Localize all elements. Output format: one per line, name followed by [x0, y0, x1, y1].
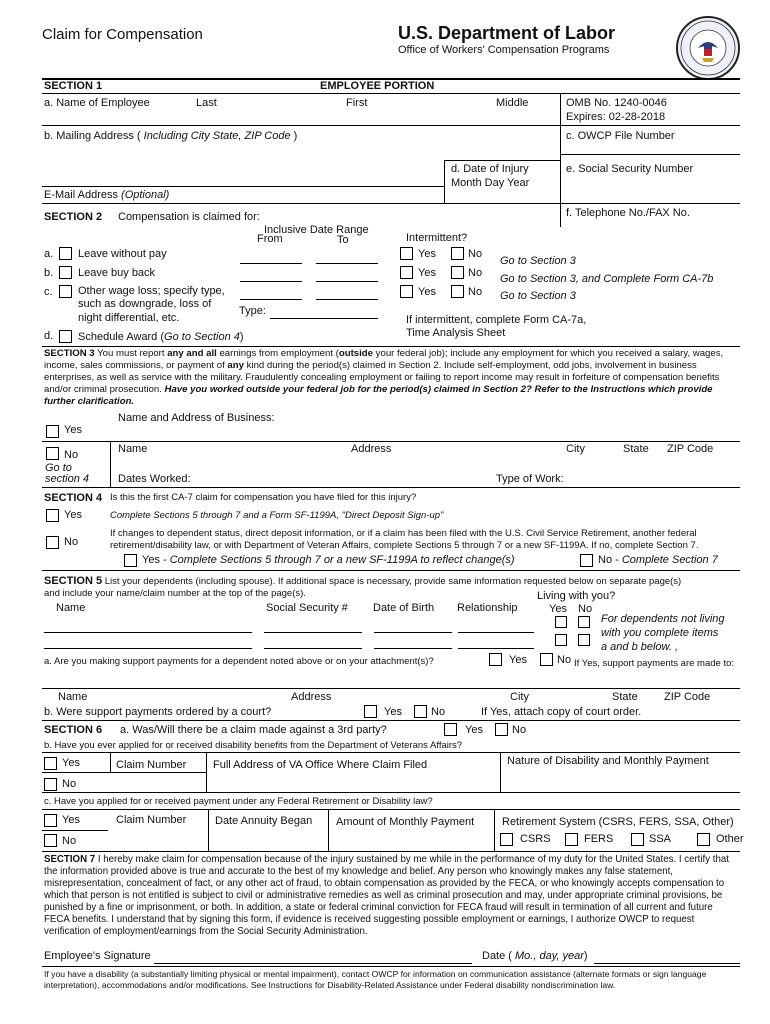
date-of-injury-label: d. Date of Injury — [451, 163, 529, 175]
support-payments-question: a. Are you making support payments for a dependent noted above or on your attachment(s)? — [44, 656, 434, 667]
s4-no-text-2: retirement/disability law, or with Department of Veteran Affairs, complete Sections 5 through 7 or a new SF-1199A. If no, complete Section 7. — [110, 540, 699, 551]
s3-goto-2: section 4 — [45, 473, 90, 485]
other-label: Other — [716, 833, 744, 845]
dep-dob-field[interactable] — [374, 632, 452, 633]
omb-expires: Expires: 02-28-2018 — [566, 111, 666, 123]
court-yes-checkbox[interactable] — [364, 705, 377, 718]
item-c-letter: c. — [44, 286, 53, 298]
s5-no-col: No — [578, 603, 593, 615]
compensation-intro: Compensation is claimed for: — [118, 211, 260, 223]
s3-name-label: Name — [118, 443, 148, 455]
owcp-file-label: c. OWCP File Number — [566, 130, 675, 142]
va-yes-label: Yes — [62, 757, 80, 769]
s3-zip-label: ZIP Code — [667, 443, 714, 455]
s4-no-checkbox[interactable] — [46, 536, 59, 549]
form-title: Claim for Compensation — [42, 26, 203, 43]
ret-no-checkbox[interactable] — [44, 834, 57, 847]
date-field[interactable] — [594, 963, 740, 964]
mailing-address-label: b. Mailing Address ( Including City State, ZIP Code ) — [44, 130, 298, 142]
telephone-label: f. Telephone No./FAX No. — [566, 207, 690, 219]
payee-address-label: Address — [291, 691, 332, 703]
intermittent-note-1: If intermittent, complete Form CA-7a, — [406, 314, 587, 326]
fers-checkbox[interactable] — [565, 833, 578, 846]
third-party-question: a. Was/Will there be a claim made against a 3rd party? — [120, 724, 387, 736]
middle-label: Middle — [496, 97, 529, 109]
payee-city-label: City — [510, 691, 529, 703]
monthly-payment-label: Amount of Monthly Payment — [336, 816, 475, 828]
owl-goto: Go to Section 3 — [500, 290, 576, 302]
dep-name-field[interactable] — [44, 632, 252, 633]
payee-zip-label: ZIP Code — [664, 691, 711, 703]
support-yes-label: Yes — [509, 654, 527, 666]
s4-change-yes-label: Yes - Complete Sections 5 through 7 or a new SF-1199A to reflect change(s) — [142, 554, 515, 566]
support-no-label: No — [557, 654, 572, 666]
intermittent-note-2: Time Analysis Sheet — [406, 327, 506, 339]
ssn-label: e. Social Security Number — [566, 163, 694, 175]
type-of-work-label: Type of Work: — [496, 473, 564, 485]
dep2-no-checkbox[interactable] — [578, 634, 590, 646]
disability-nature-label: Nature of Disability and Monthly Payment — [507, 755, 709, 767]
s3-no-label: No — [64, 449, 79, 461]
leave-buy-back-label: Leave buy back — [78, 267, 156, 279]
ret-yes-checkbox[interactable] — [44, 814, 57, 827]
court-no-label: No — [431, 706, 446, 718]
business-label: Name and Address of Business: — [118, 412, 275, 424]
support-ifyes-label: If Yes, support payments are made to: — [574, 658, 735, 669]
s4-yes-checkbox[interactable] — [46, 509, 59, 522]
dep1-yes-checkbox[interactable] — [555, 616, 567, 628]
s4-no-text-1: If changes to dependent status, direct deposit information, or if a claim has been filed with the U.S. Civil Service Retirement, another federal — [110, 528, 697, 539]
va-yes-checkbox[interactable] — [44, 757, 57, 770]
other-wage-loss-checkbox[interactable] — [59, 285, 72, 298]
va-question: b. Have you ever applied for or received disability benefits from the Department of Veterans Affairs? — [44, 740, 463, 751]
lbb-to-field[interactable] — [316, 281, 378, 282]
court-ifyes-label: If Yes, attach copy of court order. — [481, 706, 642, 718]
s4-change-no-checkbox[interactable] — [580, 554, 593, 567]
type-label: Type: — [239, 305, 266, 317]
payee-state-label: State — [612, 691, 638, 703]
s3-yes-checkbox[interactable] — [46, 425, 59, 438]
lwp-goto: Go to Section 3 — [500, 255, 576, 267]
ssa-label: SSA — [649, 833, 672, 845]
va-claim-number-label: Claim Number — [116, 759, 187, 771]
leave-without-pay-label: Leave without pay — [78, 248, 167, 260]
other-wage-label-2: such as downgrade, loss of — [78, 298, 212, 310]
leave-buy-back-checkbox[interactable] — [59, 266, 72, 279]
dep-rel-field[interactable] — [458, 632, 534, 633]
owl-yes-checkbox[interactable] — [400, 285, 413, 298]
dep-ssn-field[interactable] — [264, 632, 362, 633]
section6-heading: SECTION 6 — [44, 724, 103, 736]
disability-assistance-note: If you have a disability (a substantially limiting physical or mental impairment), contact OWCP for information on communication assistance (alternate formats or sign language interpretation), accommodations and/or modifications. See Instructions for Disability-Related Assistance under Federal disability nondiscrimination law. — [44, 969, 707, 990]
other-wage-label-3: night differential, etc. — [78, 312, 180, 324]
last-label: Last — [196, 97, 217, 109]
first-label: First — [346, 97, 368, 109]
s4-change-yes-checkbox[interactable] — [124, 554, 137, 567]
date-of-injury-format: Month Day Year — [451, 177, 530, 189]
lwp-yes-label: Yes — [418, 248, 436, 260]
item-a-letter: a. — [44, 248, 54, 260]
csrs-label: CSRS — [520, 833, 551, 845]
annuity-began-label: Date Annuity Began — [215, 815, 313, 827]
to-label: To — [337, 234, 349, 246]
owl-no-label: No — [468, 286, 483, 298]
csrs-checkbox[interactable] — [500, 833, 513, 846]
support-yes-checkbox[interactable] — [489, 653, 502, 666]
s3-no-checkbox[interactable] — [46, 447, 59, 460]
section5-line2: and include your name/claim number at the top of the page(s). — [44, 588, 306, 599]
other-checkbox[interactable] — [697, 833, 710, 846]
s5-note-3: a and b below. , — [601, 641, 679, 653]
va-no-label: No — [62, 778, 77, 790]
s5-relationship-label: Relationship — [457, 602, 518, 614]
date-range-label: Inclusive Date Range — [264, 224, 369, 236]
lbb-goto: Go to Section 3, and Complete Form CA-7b — [500, 273, 714, 285]
s5-note-2: with you complete items — [601, 627, 719, 639]
retirement-question: c. Have you applied for or received payment under any Federal Retirement or Disability law? — [44, 796, 433, 807]
living-with-you-label: Living with you? — [537, 590, 616, 602]
ret-claim-number-label: Claim Number — [116, 814, 187, 826]
office-name: Office of Workers' Compensation Programs — [398, 44, 610, 56]
payee-name-label: Name — [58, 691, 88, 703]
owl-no-checkbox[interactable] — [451, 285, 464, 298]
section4-question: Is this the first CA-7 claim for compensation you have filed for this injury? — [110, 492, 417, 503]
other-wage-label-1: Other wage loss; specify type, — [78, 285, 225, 297]
va-no-checkbox[interactable] — [44, 778, 57, 791]
court-yes-label: Yes — [384, 706, 402, 718]
third-party-yes-checkbox[interactable] — [444, 723, 457, 736]
section4-heading: SECTION 4 — [44, 492, 103, 504]
item-d-letter: d. — [44, 330, 54, 342]
s3-yes-label: Yes — [64, 424, 82, 436]
section3-text: SECTION 3 You must report any and all earnings from employment (outside your federal job); include any employment for which you received a salary, wages, income, sales commissions, or payment of any kind during the period(s) claimed in Section 2. Include self-employment, odd jobs, involvement in business enterprises, as well as service with the military. Fraudulently concealing employment or failing to report income may result in forfeiture of compensation benefits and/or criminal prosecution. Have you worked outside your federal job for the period(s) claimed in Section 2? Refer to the Instructions which provide further clarification. — [44, 348, 724, 407]
lwp-from-field[interactable] — [240, 263, 302, 264]
retirement-system-label: Retirement System (CSRS, FERS, SSA, Other) — [502, 816, 734, 828]
lwp-to-field[interactable] — [316, 263, 378, 264]
s5-note-1: For dependents not living — [601, 613, 725, 625]
s4-change-no-label: No - Complete Section 7 — [598, 554, 718, 566]
lwp-no-checkbox[interactable] — [451, 247, 464, 260]
date-label: Date ( Mo., day, year) — [482, 950, 588, 962]
owl-type-field[interactable] — [270, 318, 378, 319]
third-party-no-label: No — [512, 724, 527, 736]
section5-line1: SECTION 5 List your dependents (including spouse). If additional space is necessary, provide same information requested below on separate page(s) — [44, 575, 682, 587]
support-no-checkbox[interactable] — [540, 653, 553, 666]
s5-ssn-label: Social Security # — [266, 602, 348, 614]
lbb-yes-label: Yes — [418, 267, 436, 279]
signature-label: Employee's Signature — [44, 950, 151, 962]
ssa-checkbox[interactable] — [631, 833, 644, 846]
intermittent-label: Intermittent? — [406, 232, 468, 244]
fers-label: FERS — [584, 833, 614, 845]
omb-number: OMB No. 1240-0046 — [566, 97, 667, 109]
department-name: U.S. Department of Labor — [398, 23, 616, 43]
s5-yes-col: Yes — [549, 603, 567, 615]
owl-to-field[interactable] — [316, 299, 378, 300]
s5-dob-label: Date of Birth — [373, 602, 435, 614]
s4-yes-text: Complete Sections 5 through 7 and a Form SF-1199A, "Direct Deposit Sign-up" — [110, 510, 444, 521]
lwp-yes-checkbox[interactable] — [400, 247, 413, 260]
s3-goto-1: Go to — [45, 462, 72, 474]
s4-yes-label: Yes — [64, 509, 82, 521]
ret-no-label: No — [62, 835, 77, 847]
name-label: a. Name of Employee — [44, 97, 150, 109]
section1-heading: SECTION 1 — [44, 80, 103, 92]
section7-text: SECTION 7 I hereby make claim for compensation because of the injury sustained by me while in the performance of my duty for the United States. I certify that the information provided above is true and accurate to the best of my knowledge and belief. Any person who knowingly makes any false statement, misrepresentation, concealment of fact, or any other act of fraud, to obtain compensation as provided by the FECA, or who knowingly accepts compensation to which that person is not entitled is subject to civil or administrative remedies as well as criminal prosecution and may, under appropriate criminal provisions, be punished by a fine or imprisonment, or both. In addition, a state or federal criminal conviction for FECA fraud will result in termination of all current and future FECA benefits. I understand that by signing this form, if evidence is received suggesting possible employment or earnings, I authorize OWCP to request verification of employment/earnings from the Social Security Administration. — [44, 854, 729, 937]
dep2-yes-checkbox[interactable] — [555, 634, 567, 646]
lbb-no-label: No — [468, 267, 483, 279]
lbb-from-field[interactable] — [240, 281, 302, 282]
s5-name-label: Name — [56, 602, 86, 614]
dates-worked-label: Dates Worked: — [118, 473, 191, 485]
dep1-no-checkbox[interactable] — [578, 616, 590, 628]
third-party-yes-label: Yes — [465, 724, 483, 736]
court-no-checkbox[interactable] — [414, 705, 427, 718]
schedule-award-label: Schedule Award (Go to Section 4) — [78, 331, 244, 343]
third-party-no-checkbox[interactable] — [495, 723, 508, 736]
s4-no-label: No — [64, 536, 79, 548]
leave-without-pay-checkbox[interactable] — [59, 247, 72, 260]
lbb-no-checkbox[interactable] — [451, 266, 464, 279]
ret-yes-label: Yes — [62, 814, 80, 826]
item-b-letter: b. — [44, 267, 54, 279]
owl-yes-label: Yes — [418, 286, 436, 298]
court-order-question: b. Were support payments ordered by a court? — [44, 706, 272, 718]
owl-from-field[interactable] — [240, 299, 302, 300]
schedule-award-checkbox[interactable] — [59, 330, 72, 343]
from-label: From — [257, 233, 283, 245]
section2-heading: SECTION 2 — [44, 211, 103, 223]
dol-seal-icon — [676, 16, 740, 80]
signature-field[interactable] — [154, 963, 472, 964]
va-office-address-label: Full Address of VA Office Where Claim Filed — [213, 759, 428, 771]
s3-state-label: State — [623, 443, 649, 455]
lbb-yes-checkbox[interactable] — [400, 266, 413, 279]
employee-portion: EMPLOYEE PORTION — [320, 80, 435, 92]
s3-address-label: Address — [351, 443, 392, 455]
s3-city-label: City — [566, 443, 585, 455]
lwp-no-label: No — [468, 248, 483, 260]
email-label: E-Mail Address (Optional) — [44, 189, 170, 201]
